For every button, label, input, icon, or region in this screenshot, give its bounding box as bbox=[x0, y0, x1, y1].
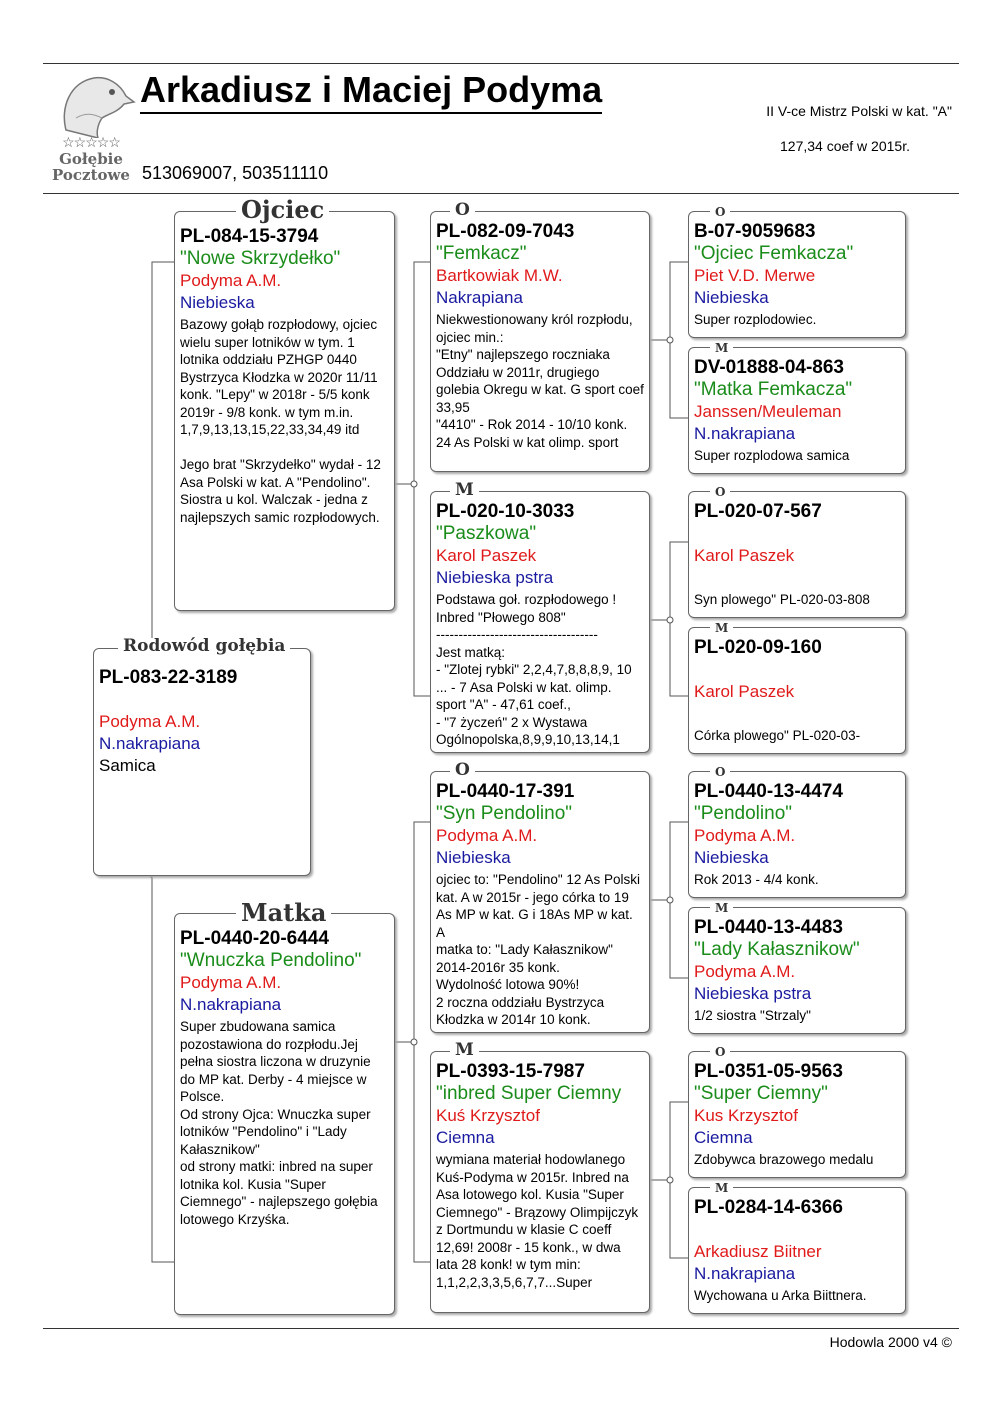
ff-card[interactable] bbox=[430, 211, 650, 472]
mmm-owner: Arkadiusz Biitner bbox=[694, 1242, 822, 1261]
fm-ring: PL-020-10-3033 bbox=[436, 501, 575, 522]
logo-stars: ☆☆☆☆☆ bbox=[62, 134, 120, 150]
ff-color: Nakrapiana bbox=[436, 288, 523, 307]
software-footer: Hodowla 2000 v4 © bbox=[829, 1334, 952, 1350]
ffm-name: "Matka Femkacza" bbox=[694, 379, 853, 400]
mother-ring: PL-0440-20-6444 bbox=[180, 928, 329, 949]
father-label: Ojciec bbox=[236, 198, 329, 222]
mmm-card[interactable] bbox=[688, 1187, 906, 1314]
logo-text-2: Pocztowe bbox=[52, 166, 130, 184]
achievement-line-1: II V-ce Mistrz Polski w kat. "A" bbox=[766, 103, 952, 119]
mfm-name: "Lady Kałasznikow" bbox=[694, 939, 860, 960]
father-owner: Podyma A.M. bbox=[180, 271, 282, 290]
fmf-description: Syn plowego" PL-020-03-808 bbox=[694, 592, 870, 607]
fff-label: O bbox=[710, 206, 730, 218]
footer-rule bbox=[43, 1328, 959, 1329]
mother-card[interactable] bbox=[174, 913, 395, 1315]
fmm-card[interactable] bbox=[688, 627, 906, 754]
father-ring: PL-084-15-3794 bbox=[180, 226, 319, 247]
mmf-card[interactable] bbox=[688, 1051, 906, 1178]
fff-card[interactable] bbox=[688, 211, 906, 338]
subject-sex: Samica bbox=[99, 756, 156, 775]
mff-description: Rok 2013 - 4/4 konk. bbox=[694, 872, 819, 887]
fff-owner: Piet V.D. Merwe bbox=[694, 266, 816, 285]
father-color: Niebieska bbox=[180, 293, 255, 312]
ffm-owner: Janssen/Meuleman bbox=[694, 402, 842, 421]
pedigree-label: Rodowód gołębia bbox=[118, 638, 290, 655]
mff-owner: Podyma A.M. bbox=[694, 826, 796, 845]
fm-card[interactable] bbox=[430, 491, 650, 753]
mm-name: "inbred Super Ciemny bbox=[436, 1083, 622, 1104]
fm-color: Niebieska pstra bbox=[436, 568, 554, 587]
ffm-color: N.nakrapiana bbox=[694, 424, 796, 443]
father-name: "Nowe Skrzydełko" bbox=[180, 248, 341, 269]
logo-text-1: Gołębie bbox=[59, 150, 123, 168]
mf-color: Niebieska bbox=[436, 848, 511, 867]
ff-name: "Femkacz" bbox=[436, 243, 527, 264]
mmm-description: Wychowana u Arka Biittnera. bbox=[694, 1288, 867, 1303]
mother-label: Matka bbox=[236, 901, 331, 925]
logo bbox=[46, 68, 136, 184]
mfm-card[interactable] bbox=[688, 907, 906, 1034]
mmf-description: Zdobywca brazowego medalu bbox=[694, 1152, 874, 1167]
fmf-ring: PL-020-07-567 bbox=[694, 501, 822, 522]
subject-ring: PL-083-22-3189 bbox=[99, 667, 238, 688]
fmm-owner: Karol Paszek bbox=[694, 682, 795, 701]
fm-owner: Karol Paszek bbox=[436, 546, 537, 565]
ffm-description: Super rozplodowa samica bbox=[694, 448, 850, 463]
father-card[interactable] bbox=[174, 211, 395, 611]
fff-color: Niebieska bbox=[694, 288, 769, 307]
mm-owner: Kuś Krzysztof bbox=[436, 1106, 540, 1125]
connector-father bbox=[414, 262, 430, 696]
mf-description: ojciec to: "Pendolino" 12 As Polski kat. A w 2015r - jego córka to 19 As MP w kat. G i 18As MP w kat. A matka to: "Lady Kałasznikow" 2014-2016r 35 konk. Wydolność lotowa 90%! 2 roczna oddziału Bystrzyca Kłodzka w 2014r 10 konk. bbox=[436, 872, 640, 1027]
subject-owner: Podyma A.M. bbox=[99, 712, 201, 731]
mfm-owner: Podyma A.M. bbox=[694, 962, 796, 981]
mff-card[interactable] bbox=[688, 771, 906, 898]
mm-card[interactable] bbox=[430, 1051, 650, 1313]
mm-color: Ciemna bbox=[436, 1128, 495, 1147]
ff-description: Niekwestionowany król rozpłodu, ojciec min.: "Etny" najlepszego roczniaka Oddziału w 2011r, drugiego golebia Okregu w kat. G sport coef 33,95 "4410" - Rok 2014 - 10/10 konk. 24 As Polski w kat olimp. sport bbox=[436, 312, 644, 450]
mff-color: Niebieska bbox=[694, 848, 769, 867]
mm-ring: PL-0393-15-7987 bbox=[436, 1061, 585, 1082]
ff-owner: Bartkowiak M.W. bbox=[436, 266, 563, 285]
ff-ring: PL-082-09-7043 bbox=[436, 221, 575, 242]
mmf-label: O bbox=[710, 1046, 730, 1058]
mother-name: "Wnuczka Pendolino" bbox=[180, 950, 362, 971]
mfm-label: M bbox=[710, 902, 733, 914]
mother-owner: Podyma A.M. bbox=[180, 973, 282, 992]
header-bottom-rule bbox=[43, 193, 959, 194]
mf-owner: Podyma A.M. bbox=[436, 826, 538, 845]
mm-label: M bbox=[450, 1042, 479, 1059]
mother-description: Super zbudowana samica pozostawiona do rozpłodu.Jej pełna siostra liczona w druzynie do MP kat. Derby - 4 miejsce w Polsce. Od strony Ojca: Wnuczka super lotników "Pendolino" i "Lady Kałasznikow" od strony matki: inbred na super lotnika kol. Kusia "Super Ciemnego" - najlepszego gołębia lotowego Krzyśka. bbox=[180, 1019, 378, 1227]
fmf-label: O bbox=[710, 486, 730, 498]
mmf-name: "Super Ciemny" bbox=[694, 1083, 828, 1104]
father-description: Bazowy gołąb rozpłodowy, ojciec wielu super lotników w tym. 1 lotnika oddziału PZHGP 0440 Bystrzyca Kłodzka w 2020r 11/11 konk. "Lepy" w 2018r - 5/5 konk 2019r - 9/8 konk. w tym m.in. 1,7,9,13,13,15,22,33,34,49 itd Jego brat "Skrzydełko" wydał - 12 Asa Polski w kat. A "Pendolino". Siostra u kol. Walczak - jedna z najlepszych samic rozpłodowych. bbox=[180, 317, 381, 525]
mmm-ring: PL-0284-14-6366 bbox=[694, 1197, 843, 1218]
mff-ring: PL-0440-13-4474 bbox=[694, 781, 843, 802]
achievement-line-2: 127,34 coef w 2015r. bbox=[780, 138, 910, 154]
mf-card[interactable] bbox=[430, 771, 650, 1033]
fff-description: Super rozplodowiec. bbox=[694, 312, 817, 327]
mf-label: O bbox=[450, 762, 475, 779]
ffm-label: M bbox=[710, 342, 733, 354]
mmf-owner: Kus Krzysztof bbox=[694, 1106, 798, 1125]
breeder-title: Arkadiusz i Maciej Podyma bbox=[140, 70, 602, 114]
fmf-card[interactable] bbox=[688, 491, 906, 618]
fmm-description: Córka plowego" PL-020-03- bbox=[694, 728, 861, 743]
subject-card[interactable] bbox=[93, 648, 311, 876]
phone-numbers: 513069007, 503511110 bbox=[142, 163, 329, 183]
mf-ring: PL-0440-17-391 bbox=[436, 781, 575, 802]
fm-description: Podstawa goł. rozpłodowego ! Inbred "Płowego 808" ------------------------------------ Jest matką: - "Zlotej rybki" 2,2,4,7,8,8,8,9, 10 ... - 7 Asa Polski w kat. olimp. sport "A" - 47,61 coef., - "7 życzeń" 2 x Wystawa Ogólnopolska,8,9,9,10,13,14,1 bbox=[436, 592, 632, 747]
fmm-label: M bbox=[710, 622, 733, 634]
mmf-color: Ciemna bbox=[694, 1128, 753, 1147]
mm-description: wymiana materiał hodowlanego Kuś-Podyma w 2015r. Inbred na Asa lotowego kol. Kusia "Super Ciemnego" - Brązowy Olimpijczyk z Dortmundu w klasie C coeff 12,69! 2008r - 15 konk., w dwa lata 28 konk! w tym min: 1,1,2,2,3,3,5,6,7,7...Super bbox=[436, 1152, 639, 1290]
mother-color: N.nakrapiana bbox=[180, 995, 282, 1014]
mmf-ring: PL-0351-05-9563 bbox=[694, 1061, 843, 1082]
mmm-label: M bbox=[710, 1182, 733, 1194]
ffm-card[interactable] bbox=[688, 347, 906, 474]
mff-name: "Pendolino" bbox=[694, 803, 793, 824]
mfm-description: 1/2 siostra "Strzaly" bbox=[694, 1008, 811, 1023]
fmm-ring: PL-020-09-160 bbox=[694, 637, 822, 658]
top-rule bbox=[43, 63, 959, 64]
mf-name: "Syn Pendolino" bbox=[436, 803, 573, 824]
mmm-color: N.nakrapiana bbox=[694, 1264, 796, 1283]
fm-name: "Paszkowa" bbox=[436, 523, 537, 544]
fff-name: "Ojciec Femkacza" bbox=[694, 243, 854, 264]
fm-label: M bbox=[450, 482, 479, 499]
ffm-ring: DV-01888-04-863 bbox=[694, 357, 844, 378]
mff-label: O bbox=[710, 766, 730, 778]
mfm-ring: PL-0440-13-4483 bbox=[694, 917, 843, 938]
ff-label: O bbox=[450, 202, 475, 219]
fff-ring: B-07-9059683 bbox=[694, 221, 816, 242]
fmf-owner: Karol Paszek bbox=[694, 546, 795, 565]
pigeon-logo-icon bbox=[46, 68, 136, 138]
subject-color: N.nakrapiana bbox=[99, 734, 201, 753]
mfm-color: Niebieska pstra bbox=[694, 984, 812, 1003]
